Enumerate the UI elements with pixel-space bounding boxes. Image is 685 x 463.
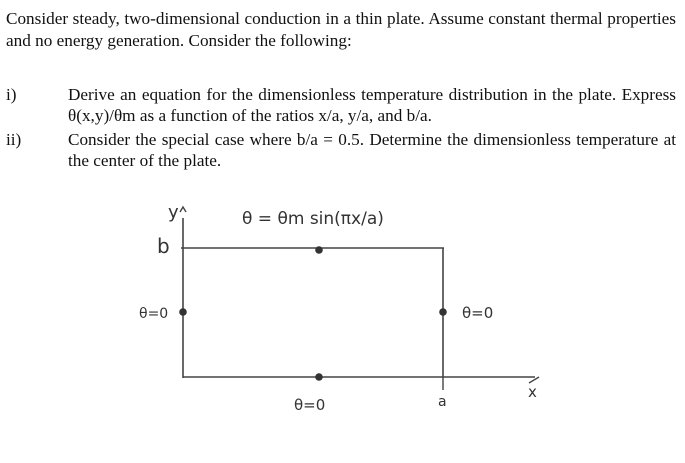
problem-intro: Consider steady, two-dimensional conduction in a thin plate. Assume constant thermal properties and no energy generation. Consider the following:: [6, 9, 676, 50]
b-label: b: [157, 234, 170, 258]
y-axis-label: y: [168, 202, 179, 223]
question-text-1: Derive an equation for the dimensionless temperature distribution in the plate. Express θ(x,y)/θm as a function of the ratios x/a, y/a, and b/a.: [68, 85, 676, 125]
right-boundary-condition: θ=0: [462, 304, 494, 322]
bottom-boundary-condition: θ=0: [294, 396, 326, 414]
left-boundary-dot: [179, 308, 187, 316]
left-boundary-condition: θ=0: [139, 306, 169, 322]
top-boundary-dot: [315, 246, 323, 254]
x-axis-label: x: [528, 383, 537, 401]
bottom-boundary-dot: [315, 373, 323, 381]
question-number-2: ii): [6, 130, 22, 149]
question-number-1: i): [6, 85, 17, 104]
y-axis-arrow: [180, 207, 186, 212]
a-label: a: [438, 394, 447, 410]
top-boundary-condition: θ = θm sin(πx/a): [242, 209, 384, 229]
right-boundary-dot: [439, 308, 447, 316]
question-text-2: Consider the special case where b/a = 0.5. Determine the dimensionless temperature at the center of the plate.: [68, 130, 676, 170]
